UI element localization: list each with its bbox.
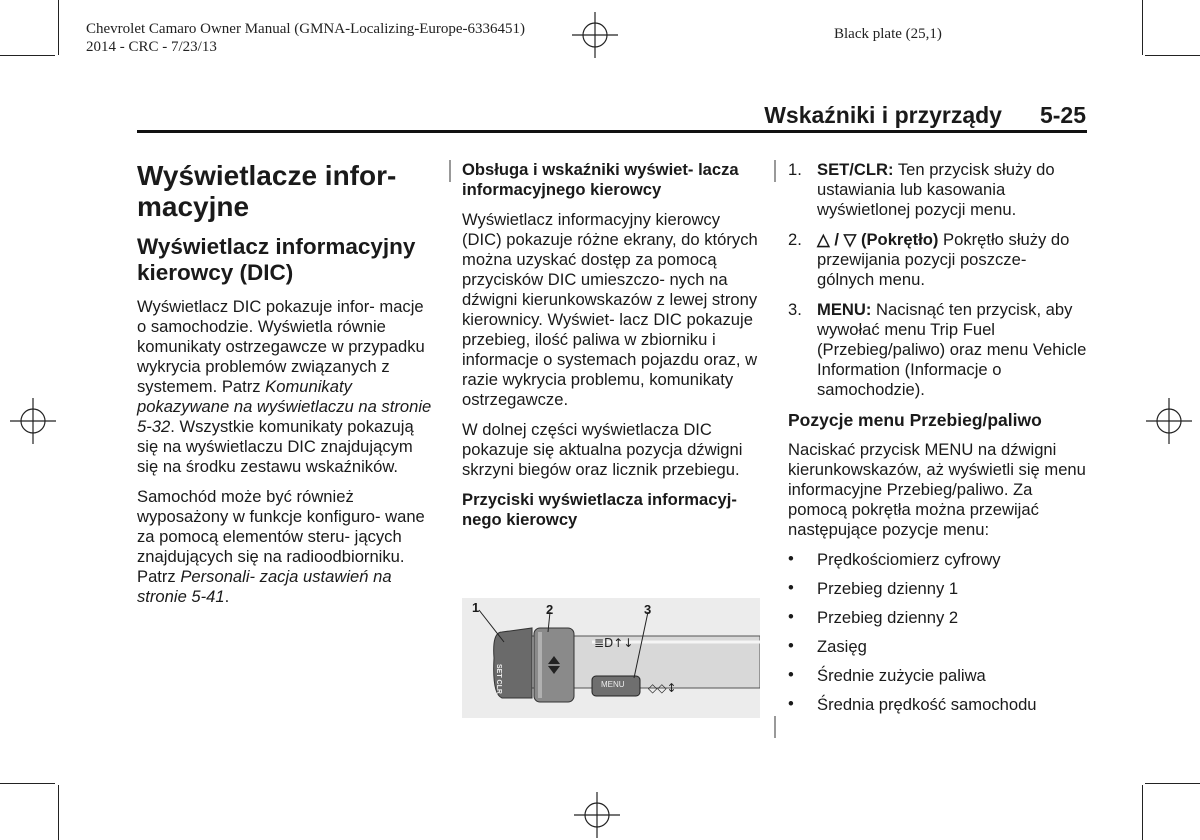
bullet: • — [788, 694, 794, 713]
list-item — [788, 608, 1088, 628]
crop-mark — [1142, 785, 1143, 840]
left-column — [137, 160, 435, 617]
crop-mark — [1142, 0, 1143, 55]
bullet: • — [788, 578, 794, 597]
cross-reference: Komunikaty pokazywane na wyświetlaczu na stronie 5-32 — [137, 377, 432, 436]
item-term: MENU: — [817, 300, 872, 319]
paragraph-text: Samochód może być również wyposażony w funkcje konfiguro- wane za pomocą elementów steru- jących znajdujących się na radioodbiorniku. Patrz — [137, 487, 425, 586]
item-text: Pokrętło służy do przewijania pozycji poszcze- gólnych menu. — [817, 230, 1070, 289]
bullet: • — [788, 665, 794, 684]
dic-description-paragraph: Wyświetlacz informacyjny kierowcy (DIC) pokazuje różne ekrany, do których można uzyskać dostęp za pomocą przycisków DIC umieszczo- nych na dźwigni kierunkowskazów z lewej strony kierownicy. Wyświet- lacz DIC pokazuje przebieg, ilość paliwa w zbiorniku i informacje o systemach pojazdu oraz, w razie wykrycia problemu, komunikaty ostrzegawcze. — [462, 210, 758, 409]
trip-fuel-intro: Naciskać przycisk MENU na dźwigni kierunkowskazów, aż wyświetli się menu informacyjne Przebieg/paliwo. Za pomocą pokrętła można przewijać następujące pozycje menu: — [788, 440, 1086, 539]
button-list — [788, 160, 1088, 400]
running-head — [764, 102, 1086, 129]
item-term: △ / ▽ (Pokrętło) — [817, 230, 939, 249]
cross-reference: Personali- zacja ustawień na stronie 5-41 — [137, 567, 392, 606]
crop-mark — [1145, 783, 1200, 784]
crop-mark — [58, 785, 59, 840]
svg-text:≣D↑↓: ≣D↑↓ — [594, 636, 634, 650]
intro-paragraph — [137, 297, 435, 477]
dic-buttons-heading: Przyciski wyświetlacza informacyj- nego kierowcy — [462, 490, 737, 529]
crop-mark — [0, 783, 55, 784]
svg-text:◇◇↕: ◇◇↕ — [648, 681, 677, 695]
column-divider — [774, 160, 776, 182]
callout-1: 1 — [472, 600, 480, 615]
dic-operation-heading: Obsługa i wskaźniki wyświet- lacza informacyjnego kierowcy — [462, 160, 739, 199]
column-divider — [449, 160, 451, 182]
bullet: • — [788, 607, 794, 626]
print-slug — [86, 20, 525, 56]
item-text: Nacisnąć ten przycisk, aby wywołać menu Trip Fuel (Przebieg/paliwo) oraz menu Vehicle Information (Informacje o samochodzie). — [817, 300, 1087, 399]
item-number: 3. — [788, 300, 802, 319]
personalization-paragraph — [137, 487, 435, 607]
list-item — [788, 550, 1088, 570]
lever-drawing — [462, 598, 760, 718]
list-item — [788, 695, 1088, 715]
paragraph-text: Wyświetlacz DIC pokazuje infor- macje o samochodzie. Wyświetla równie komunikaty ostrzegawcze w przypadku wykrycia problemów związanych z systemem. Patrz — [137, 297, 425, 396]
trip-fuel-heading: Pozycje menu Przebieg/paliwo — [788, 410, 1042, 430]
paragraph-text: . — [224, 587, 230, 606]
registration-mark-bottom — [572, 790, 622, 840]
callout-3: 3 — [644, 602, 652, 617]
item-number: 2. — [788, 230, 802, 249]
bullet-text: Prędkościomierz cyfrowy — [817, 550, 1001, 569]
column-divider — [774, 716, 776, 738]
bullet-text: Średnia prędkość samochodu — [817, 695, 1037, 714]
item-text: Ten przycisk służy do ustawiania lub kasowania wyświetlonej pozycji menu. — [817, 160, 1055, 219]
section-title: Wskaźniki i przyrządy — [764, 102, 1002, 128]
bullet-text: Średnie zużycie paliwa — [817, 666, 986, 685]
list-item — [788, 666, 1088, 686]
list-item — [788, 300, 1088, 400]
list-item — [788, 637, 1088, 657]
page-number: 5-25 — [1039, 102, 1086, 128]
registration-mark-top — [570, 10, 620, 60]
print-slug-line1: Chevrolet Camaro Owner Manual (GMNA-Localizing-Europe-6336451) — [86, 21, 526, 37]
right-column — [788, 160, 1088, 724]
crop-mark — [0, 55, 55, 56]
bullet-text: Zasięg — [817, 637, 867, 656]
section-heading: Wyświetlacz informacyjny kierowcy (DIC) — [137, 234, 416, 285]
item-number: 1. — [788, 160, 802, 179]
bullet-text: Przebieg dzienny 1 — [817, 579, 959, 598]
paragraph-text: . Wszystkie komunikaty pokazują się na wyświetlaczu DIC znajdującym się na środku zestawu wskaźników. — [137, 417, 414, 476]
set-clr-button-label: SET CLR — [495, 664, 502, 694]
header-rule — [137, 130, 1087, 133]
bullet: • — [788, 549, 794, 568]
bullet-text: Przebieg dzienny 2 — [817, 608, 959, 627]
middle-column — [462, 160, 760, 540]
page-title: Wyświetlacze infor- macyjne — [137, 160, 397, 222]
list-item — [788, 579, 1088, 599]
bullet: • — [788, 636, 794, 655]
dic-lever-illustration — [462, 598, 760, 718]
callout-2: 2 — [546, 602, 554, 617]
dic-shift-paragraph: W dolnej części wyświetlacza DIC pokazuje się aktualna pozycja dźwigni skrzyni biegów oraz licznik przebiegu. — [462, 420, 743, 479]
registration-mark-right — [1144, 396, 1194, 446]
item-term: SET/CLR: — [817, 160, 894, 179]
menu-items-list — [788, 550, 1088, 715]
print-slug-line2: 2014 - CRC - 7/23/13 — [86, 39, 217, 55]
crop-mark — [1145, 55, 1200, 56]
crop-mark — [58, 0, 59, 55]
list-item — [788, 230, 1088, 290]
list-item — [788, 160, 1088, 220]
plate-label: Black plate (25,1) — [834, 26, 942, 42]
menu-button-label: MENU — [601, 680, 625, 689]
registration-mark-left — [8, 396, 58, 446]
